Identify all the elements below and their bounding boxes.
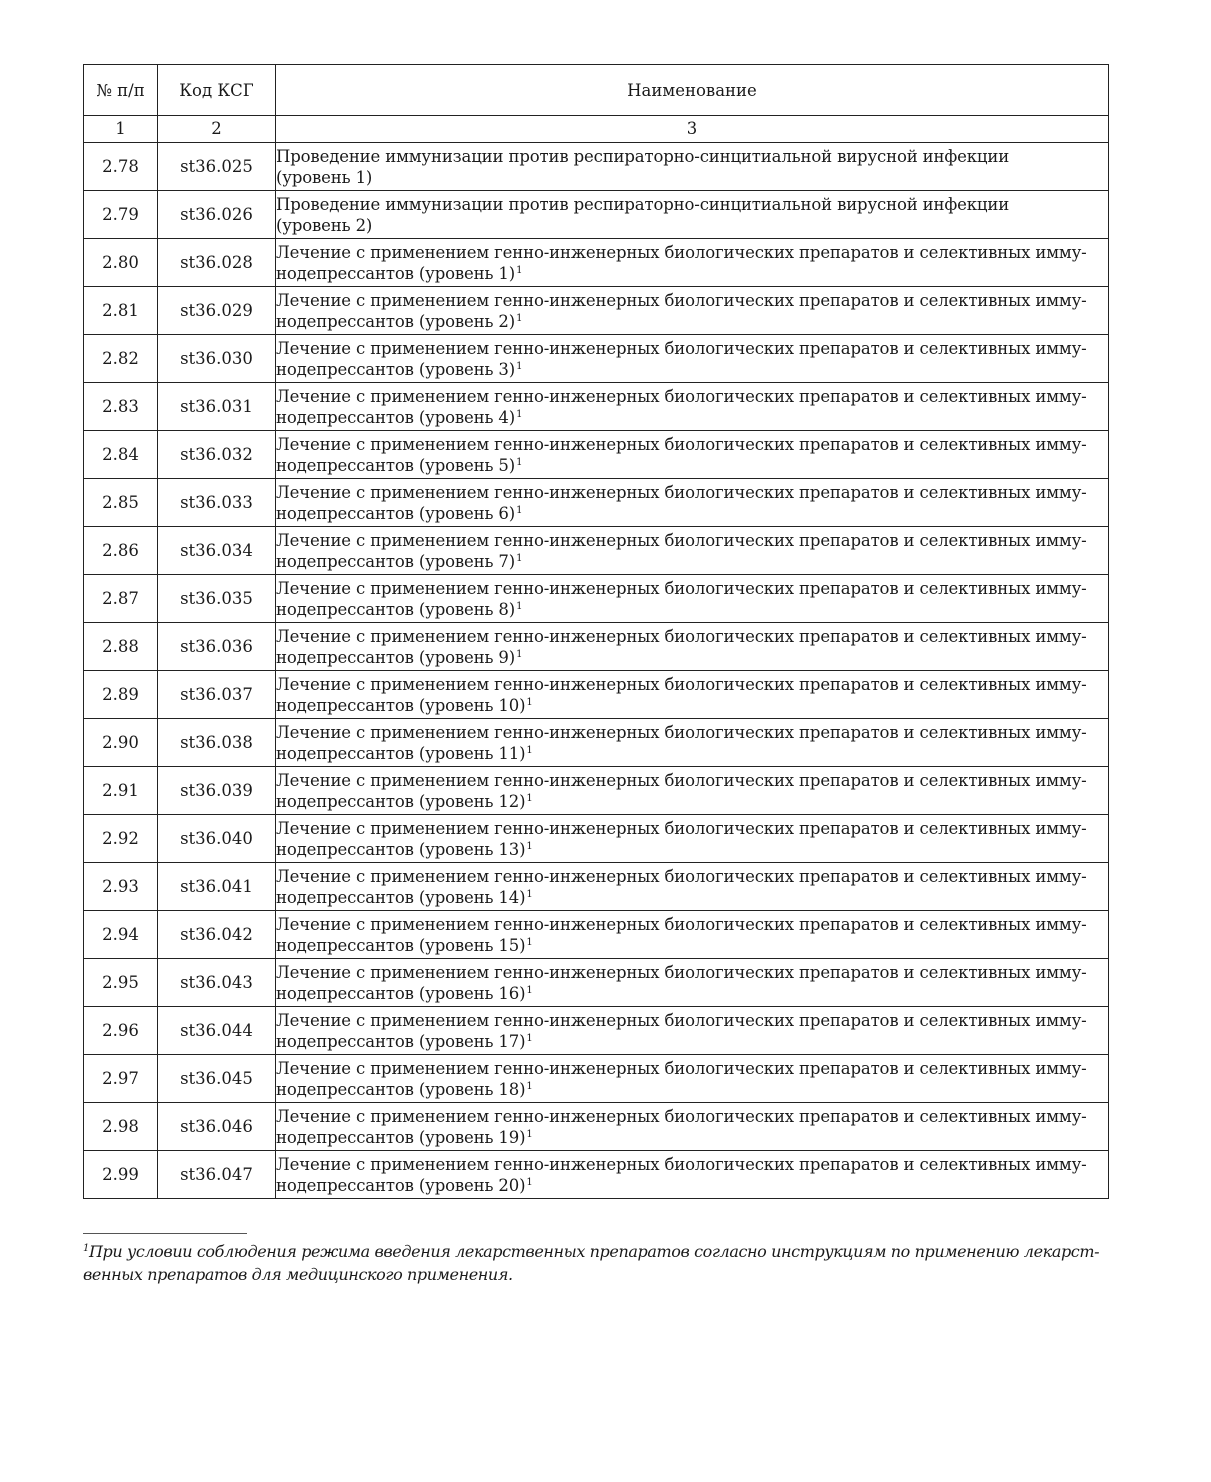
row-name-line-2: нодепрессантов (уровень 3) (276, 359, 516, 379)
table-row (84, 527, 1109, 575)
row-number: 2.98 (84, 1103, 158, 1151)
table-row (84, 479, 1109, 527)
row-name (276, 1103, 1109, 1151)
row-name-line-2: нодепрессантов (уровень 19) (276, 1127, 526, 1147)
table-row (84, 671, 1109, 719)
row-name (276, 863, 1109, 911)
row-name (276, 335, 1109, 383)
row-name-line-1: Лечение с применением генно-инженерных биологических препаратов и селективных имму- (276, 914, 1087, 934)
row-name-line-2: нодепрессантов (уровень 2) (276, 311, 516, 331)
row-name-line-2: нодепрессантов (уровень 7) (276, 551, 516, 571)
row-name-line-1: Лечение с применением генно-инженерных биологических препаратов и селективных имму- (276, 866, 1087, 886)
table-row (84, 1055, 1109, 1103)
ksg-code: st36.035 (158, 575, 276, 623)
row-name (276, 959, 1109, 1007)
row-name-line-1: Лечение с применением генно-инженерных биологических препаратов и селективных имму- (276, 530, 1087, 550)
footnote-mark: 1 (83, 1243, 89, 1254)
footnote-reference: 1 (526, 696, 533, 708)
row-name-line-1: Проведение иммунизации против респираторно-синцитиальной вирусной инфекции (276, 194, 1010, 214)
ksg-code: st36.039 (158, 767, 276, 815)
footnote-reference: 1 (516, 264, 523, 276)
row-name (276, 239, 1109, 287)
row-name (276, 575, 1109, 623)
table-row (84, 623, 1109, 671)
row-name (276, 479, 1109, 527)
row-name (276, 143, 1109, 191)
footnote (83, 1240, 1113, 1286)
row-name-line-2: нодепрессантов (уровень 5) (276, 455, 516, 475)
row-number: 2.86 (84, 527, 158, 575)
table-row (84, 959, 1109, 1007)
row-name-line-1: Лечение с применением генно-инженерных биологических препаратов и селективных имму- (276, 434, 1087, 454)
table-row (84, 719, 1109, 767)
row-number: 2.90 (84, 719, 158, 767)
ksg-code: st36.034 (158, 527, 276, 575)
row-number: 2.78 (84, 143, 158, 191)
ksg-code: st36.038 (158, 719, 276, 767)
footnote-reference: 1 (516, 648, 523, 660)
row-name-line-2: нодепрессантов (уровень 20) (276, 1175, 526, 1195)
footnote-reference: 1 (526, 1080, 533, 1092)
footnote-reference: 1 (516, 312, 523, 324)
table-row (84, 383, 1109, 431)
footnote-reference: 1 (516, 600, 523, 612)
row-number: 2.80 (84, 239, 158, 287)
row-name-line-2: нодепрессантов (уровень 17) (276, 1031, 526, 1051)
footnote-reference: 1 (516, 360, 523, 372)
row-name-line-1: Лечение с применением генно-инженерных биологических препаратов и селективных имму- (276, 722, 1087, 742)
row-name-line-1: Лечение с применением генно-инженерных биологических препаратов и селективных имму- (276, 1154, 1087, 1174)
table-row (84, 431, 1109, 479)
row-name (276, 815, 1109, 863)
ksg-code: st36.042 (158, 911, 276, 959)
footnote-reference: 1 (526, 936, 533, 948)
footnote-reference: 1 (516, 504, 523, 516)
ksg-code: st36.036 (158, 623, 276, 671)
column-number-1: 1 (84, 116, 158, 143)
row-name-line-1: Лечение с применением генно-инженерных биологических препаратов и селективных имму- (276, 962, 1087, 982)
row-name-line-2: нодепрессантов (уровень 15) (276, 935, 526, 955)
table-row (84, 143, 1109, 191)
ksg-code: st36.047 (158, 1151, 276, 1199)
row-name (276, 527, 1109, 575)
row-name (276, 911, 1109, 959)
row-name-line-1: Лечение с применением генно-инженерных биологических препаратов и селективных имму- (276, 386, 1087, 406)
row-name-line-2: нодепрессантов (уровень 12) (276, 791, 526, 811)
row-name-line-1: Лечение с применением генно-инженерных биологических препаратов и селективных имму- (276, 1106, 1087, 1126)
table-row (84, 287, 1109, 335)
row-number: 2.92 (84, 815, 158, 863)
footnote-reference: 1 (526, 744, 533, 756)
header-code: Код КСГ (158, 65, 276, 116)
row-name-line-1: Лечение с применением генно-инженерных биологических препаратов и селективных имму- (276, 482, 1087, 502)
column-number-row (84, 116, 1109, 143)
row-number: 2.81 (84, 287, 158, 335)
column-number-2: 2 (158, 116, 276, 143)
ksg-code: st36.043 (158, 959, 276, 1007)
row-number: 2.99 (84, 1151, 158, 1199)
row-name-line-2: нодепрессантов (уровень 14) (276, 887, 526, 907)
ksg-code: st36.040 (158, 815, 276, 863)
row-number: 2.89 (84, 671, 158, 719)
ksg-code: st36.033 (158, 479, 276, 527)
footnote-reference: 1 (516, 408, 523, 420)
row-number: 2.84 (84, 431, 158, 479)
row-name-line-1: Лечение с применением генно-инженерных биологических препаратов и селективных имму- (276, 626, 1087, 646)
ksg-code: st36.025 (158, 143, 276, 191)
row-name-line-1: Лечение с применением генно-инженерных биологических препаратов и селективных имму- (276, 1010, 1087, 1030)
row-name-line-2: нодепрессантов (уровень 13) (276, 839, 526, 859)
row-number: 2.95 (84, 959, 158, 1007)
row-name (276, 1055, 1109, 1103)
row-number: 2.83 (84, 383, 158, 431)
row-name-line-2: нодепрессантов (уровень 1) (276, 263, 516, 283)
table-row (84, 863, 1109, 911)
footnote-reference: 1 (526, 984, 533, 996)
column-number-3: 3 (276, 116, 1109, 143)
row-number: 2.87 (84, 575, 158, 623)
row-name-line-1: Лечение с применением генно-инженерных биологических препаратов и селективных имму- (276, 1058, 1087, 1078)
row-name-line-2: нодепрессантов (уровень 18) (276, 1079, 526, 1099)
ksg-code: st36.037 (158, 671, 276, 719)
ksg-code: st36.031 (158, 383, 276, 431)
ksg-code: st36.046 (158, 1103, 276, 1151)
footnote-separator (83, 1233, 247, 1234)
table-row (84, 911, 1109, 959)
table-header-row (84, 65, 1109, 116)
row-name (276, 671, 1109, 719)
row-name (276, 383, 1109, 431)
ksg-code: st36.045 (158, 1055, 276, 1103)
row-number: 2.91 (84, 767, 158, 815)
row-name-line-1: Проведение иммунизации против респираторно-синцитиальной вирусной инфекции (276, 146, 1010, 166)
row-name-line-2: нодепрессантов (уровень 11) (276, 743, 526, 763)
footnote-reference: 1 (526, 1032, 533, 1044)
table-row (84, 1007, 1109, 1055)
row-name-line-1: Лечение с применением генно-инженерных биологических препаратов и селективных имму- (276, 770, 1087, 790)
table-row (84, 191, 1109, 239)
row-name-line-1: Лечение с применением генно-инженерных биологических препаратов и селективных имму- (276, 578, 1087, 598)
row-number: 2.96 (84, 1007, 158, 1055)
row-name (276, 623, 1109, 671)
ksg-code: st36.029 (158, 287, 276, 335)
row-name-line-2: нодепрессантов (уровень 10) (276, 695, 526, 715)
table-row (84, 815, 1109, 863)
row-name (276, 1151, 1109, 1199)
table-row (84, 1103, 1109, 1151)
row-name (276, 1007, 1109, 1055)
footnote-reference: 1 (516, 456, 523, 468)
row-name-line-2: (уровень 1) (276, 167, 373, 187)
row-name (276, 431, 1109, 479)
row-number: 2.97 (84, 1055, 158, 1103)
footnote-reference: 1 (526, 840, 533, 852)
table-row (84, 767, 1109, 815)
table-row (84, 575, 1109, 623)
header-name: Наименование (276, 65, 1109, 116)
row-name (276, 287, 1109, 335)
ksg-code: st36.044 (158, 1007, 276, 1055)
ksg-code: st36.032 (158, 431, 276, 479)
footnote-reference: 1 (526, 792, 533, 804)
footnote-reference: 1 (526, 1128, 533, 1140)
header-number: № п/п (84, 65, 158, 116)
row-name-line-2: (уровень 2) (276, 215, 373, 235)
footnote-text-continued: венных препаратов для медицинского применения. (83, 1265, 513, 1284)
ksg-code: st36.030 (158, 335, 276, 383)
row-name (276, 767, 1109, 815)
ksg-table (83, 64, 1109, 1199)
row-name-line-1: Лечение с применением генно-инженерных биологических препаратов и селективных имму- (276, 818, 1087, 838)
row-name-line-1: Лечение с применением генно-инженерных биологических препаратов и селективных имму- (276, 674, 1087, 694)
footnote-reference: 1 (526, 1176, 533, 1188)
row-name-line-1: Лечение с применением генно-инженерных биологических препаратов и селективных имму- (276, 290, 1087, 310)
row-number: 2.94 (84, 911, 158, 959)
table-row (84, 1151, 1109, 1199)
row-name-line-2: нодепрессантов (уровень 6) (276, 503, 516, 523)
row-name-line-2: нодепрессантов (уровень 9) (276, 647, 516, 667)
row-number: 2.93 (84, 863, 158, 911)
footnote-reference: 1 (516, 552, 523, 564)
row-name-line-1: Лечение с применением генно-инженерных биологических препаратов и селективных имму- (276, 338, 1087, 358)
footnote-reference: 1 (526, 888, 533, 900)
row-name-line-1: Лечение с применением генно-инженерных биологических препаратов и селективных имму- (276, 242, 1087, 262)
row-name-line-2: нодепрессантов (уровень 8) (276, 599, 516, 619)
ksg-code: st36.026 (158, 191, 276, 239)
row-number: 2.85 (84, 479, 158, 527)
row-number: 2.82 (84, 335, 158, 383)
table-row (84, 335, 1109, 383)
ksg-code: st36.028 (158, 239, 276, 287)
row-number: 2.79 (84, 191, 158, 239)
ksg-code: st36.041 (158, 863, 276, 911)
row-number: 2.88 (84, 623, 158, 671)
row-name (276, 719, 1109, 767)
row-name (276, 191, 1109, 239)
table-row (84, 239, 1109, 287)
footnote-text: При условии соблюдения режима введения лекарственных препаратов согласно инструкциям по применению лекарст- (88, 1242, 1100, 1261)
row-name-line-2: нодепрессантов (уровень 16) (276, 983, 526, 1003)
row-name-line-2: нодепрессантов (уровень 4) (276, 407, 516, 427)
